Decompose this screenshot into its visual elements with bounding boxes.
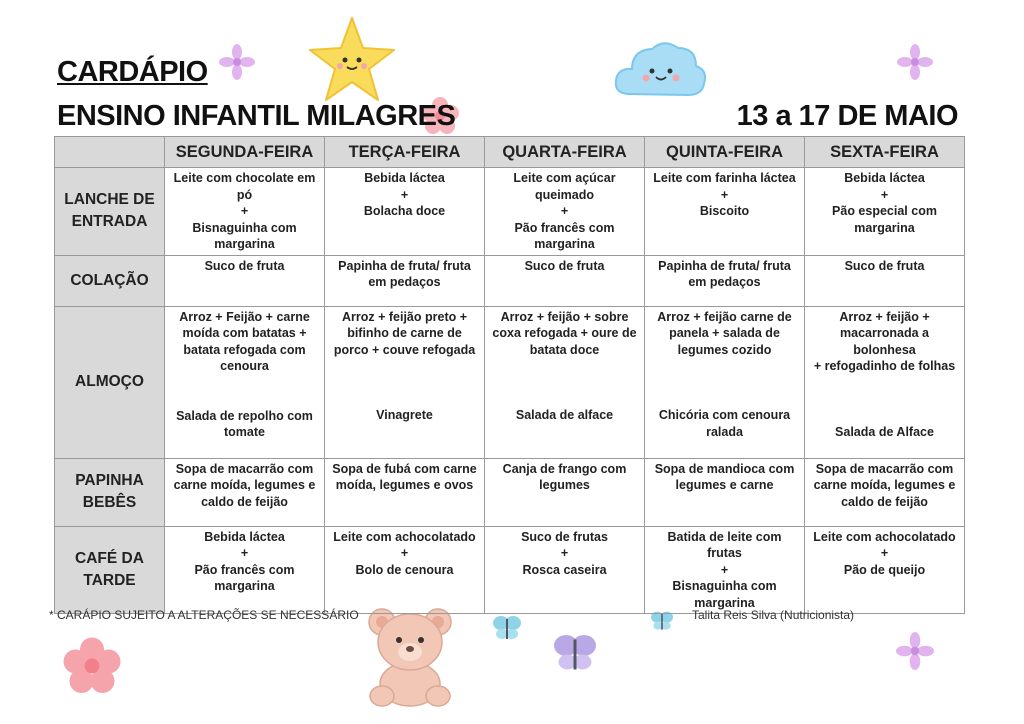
menu-cell — [485, 526, 645, 614]
menu-item-text: Rosca caseira — [522, 562, 607, 577]
flower-pink-icon — [62, 636, 122, 696]
meal-row — [55, 168, 965, 256]
teddy-bear-icon — [360, 604, 460, 708]
menu-item-text: moída, legumes e ovos — [335, 478, 474, 492]
spacer — [491, 358, 638, 407]
menu-cell — [325, 255, 485, 306]
menu-cell — [645, 526, 805, 614]
menu-item-text: Bolo de cenoura — [355, 562, 454, 577]
menu-cell — [805, 458, 965, 526]
meal-name-line: COLAÇÃO — [70, 271, 149, 289]
menu-item-text: Pão especial com — [832, 204, 937, 218]
menu-item-text: Leite com chocolate em — [173, 171, 316, 185]
menu-item-text: Suco de fruta — [204, 258, 285, 273]
date-range: 13 a 17 DE MAIO — [736, 100, 958, 132]
menu-cell — [325, 306, 485, 458]
menu-item-text: Arroz + feijão carne de — [657, 309, 792, 324]
spacer — [811, 375, 958, 424]
menu-item-text: Papinha de fruta/ fruta — [658, 258, 791, 273]
plus-sign: + — [240, 546, 249, 560]
menu-table — [54, 136, 965, 614]
menu-item-text: legumes — [539, 478, 590, 492]
menu-item-text: Bolacha doce — [363, 204, 446, 218]
menu-cell — [165, 526, 325, 614]
plus-sign: + — [880, 546, 889, 560]
meal-name-line: ALMOÇO — [75, 373, 144, 390]
menu-cell — [645, 458, 805, 526]
menu-item-text: Bebida láctea — [204, 529, 285, 544]
meal-name — [55, 255, 165, 306]
menu-item-text: pó — [236, 187, 253, 202]
menu-cell — [325, 168, 485, 256]
menu-item-text: Leite com farinha láctea — [653, 171, 796, 185]
day-header: TERÇA-FEIRA — [325, 137, 485, 168]
menu-cell — [165, 458, 325, 526]
menu-item-text: caldo de feijão — [841, 494, 928, 509]
flower-lilac-icon — [219, 44, 255, 80]
menu-item-text: Bebida láctea — [364, 171, 445, 185]
menu-item-text: queimado — [534, 187, 595, 202]
menu-item-text: Bisnaguinha com — [192, 220, 297, 235]
menu-cell — [805, 168, 965, 256]
menu-item-text: Suco de fruta — [524, 258, 605, 273]
menu-item-text: Arroz + feijão + sobre — [500, 309, 629, 324]
menu-item-text: macarronada a bolonhesa — [840, 326, 929, 357]
plus-sign: + — [560, 546, 569, 560]
menu-item-text: Pão de queijo — [843, 562, 926, 577]
meal-name-line: CAFÉ DA — [75, 549, 144, 567]
menu-item-text: Sopa de macarrão com — [175, 461, 314, 476]
menu-cell — [165, 306, 325, 458]
menu-cell — [805, 526, 965, 614]
plus-sign: + — [400, 187, 409, 202]
menu-item-text: margarina — [534, 237, 595, 251]
spacer — [171, 375, 318, 408]
menu-item-text: Salada de alface — [515, 408, 614, 422]
plus-sign: + — [400, 546, 409, 560]
menu-cell — [805, 306, 965, 458]
menu-item-text: margarina — [854, 220, 915, 235]
meal-name — [55, 458, 165, 526]
menu-item-text: tomate — [224, 425, 265, 439]
nutritionist-signature: Talita Reis Silva (Nutricionista) — [692, 608, 855, 622]
menu-disclaimer: * CARÁPIO SUJEITO A ALTERAÇÕES SE NECESSÁRIO — [49, 608, 359, 622]
spacer — [331, 358, 478, 407]
menu-item-text: Canja de frango com — [502, 461, 627, 476]
menu-item-text: caldo de feijão — [201, 494, 288, 509]
menu-item-text: Sopa de macarrão com — [815, 461, 954, 476]
menu-cell — [485, 306, 645, 458]
menu-item-text: Sopa de fubá com carne — [332, 461, 477, 476]
menu-item-text: Bebida láctea — [844, 171, 925, 185]
plus-sign: + — [560, 204, 569, 218]
menu-item-text: carne moída, legumes e — [813, 478, 956, 492]
school-name: ENSINO INFANTIL MILAGRES — [57, 100, 456, 132]
menu-cell — [165, 255, 325, 306]
menu-cell — [805, 255, 965, 306]
spacer — [651, 358, 798, 407]
menu-item-text: ralada — [706, 424, 743, 439]
flower-lilac-icon — [897, 44, 933, 80]
meal-name — [55, 526, 165, 614]
menu-item-text: Pão francês com — [194, 562, 295, 577]
menu-item-text: coxa refogada + oure de — [492, 326, 637, 340]
menu-item-text: Chicória com cenoura — [658, 408, 791, 422]
cloud-decoration-icon — [612, 34, 708, 104]
menu-cell — [325, 458, 485, 526]
menu-item-text: Arroz + Feijão + carne — [179, 309, 310, 324]
meal-name-line: LANCHE DE — [64, 191, 155, 209]
menu-item-text: Suco de frutas — [521, 529, 608, 544]
menu-item-text: Leite com achocolatado — [333, 529, 476, 544]
butterfly-blue-icon — [492, 614, 522, 642]
flower-lilac-icon — [896, 632, 934, 670]
menu-cell — [645, 168, 805, 256]
menu-cell — [325, 526, 485, 614]
day-header: SEXTA-FEIRA — [805, 137, 965, 168]
corner-cell — [55, 137, 165, 168]
menu-cell — [645, 255, 805, 306]
meal-name-line: PAPINHA — [75, 472, 144, 489]
menu-item-text: margarina — [214, 579, 275, 593]
menu-cell — [485, 168, 645, 256]
menu-item-text: Batida de leite com frutas — [667, 529, 782, 560]
menu-item-text: Salada de repolho com — [176, 408, 313, 423]
menu-item-text: moída com batatas + — [182, 326, 307, 340]
menu-item-text: Vinagrete — [376, 408, 433, 422]
meal-name — [55, 168, 165, 256]
meal-name — [55, 306, 165, 458]
menu-item-text: panela + salada de — [669, 326, 780, 340]
menu-item-text: porco + couve refogada — [333, 342, 476, 357]
meal-row — [55, 255, 965, 306]
menu-item-text: Biscoito — [699, 204, 750, 218]
menu-item-text: legumes e carne — [675, 478, 774, 492]
meal-row — [55, 306, 965, 458]
menu-item-text: margarina — [694, 595, 755, 610]
menu-item-text: em pedaços — [368, 275, 441, 289]
meal-row — [55, 458, 965, 526]
plus-sign: + — [720, 562, 729, 577]
plus-sign: + — [720, 187, 729, 202]
menu-item-text: Bisnaguinha com — [672, 579, 777, 593]
menu-item-text: bifinho de carne de — [347, 326, 462, 340]
menu-item-text: batata refogada com — [183, 342, 306, 357]
meal-name-line: BEBÊS — [82, 494, 137, 511]
days-header-row — [55, 137, 965, 168]
menu-item-text: Papinha de fruta/ fruta — [338, 258, 471, 273]
menu-item-text: Leite com açúcar — [513, 171, 616, 185]
menu-cell — [485, 458, 645, 526]
plus-sign: + — [880, 187, 889, 202]
menu-item-text: Arroz + feijão + — [839, 309, 930, 324]
menu-item-text: + refogadinho de folhas — [813, 359, 956, 373]
menu-item-text: Arroz + feijão preto + — [341, 309, 468, 324]
day-header: QUARTA-FEIRA — [485, 137, 645, 168]
menu-cell — [485, 255, 645, 306]
menu-item-text: cenoura — [220, 359, 269, 373]
menu-item-text: carne moída, legumes e — [173, 478, 316, 492]
menu-item-text: em pedaços — [688, 275, 761, 289]
meal-name-line: TARDE — [83, 571, 136, 589]
menu-item-text: Leite com achocolatado — [813, 529, 956, 544]
menu-item-text: margarina — [214, 237, 275, 251]
menu-item-text: Pão francês com — [514, 220, 615, 235]
star-decoration-icon — [306, 14, 398, 104]
butterfly-lilac-icon — [552, 632, 598, 674]
menu-item-text: Salada de Alface — [835, 424, 934, 439]
menu-cell — [645, 306, 805, 458]
day-header: SEGUNDA-FEIRA — [165, 137, 325, 168]
menu-item-text: Suco de fruta — [844, 258, 925, 273]
menu-item-text: Sopa de mandioca com — [654, 461, 795, 476]
menu-item-text: legumes cozido — [677, 342, 772, 357]
menu-item-text: batata doce — [529, 342, 600, 357]
meal-name-line: ENTRADA — [71, 213, 148, 231]
plus-sign: + — [240, 204, 249, 218]
day-header: QUINTA-FEIRA — [645, 137, 805, 168]
meal-row — [55, 526, 965, 614]
page-title: CARDÁPIO — [57, 56, 208, 88]
menu-cell — [165, 168, 325, 256]
